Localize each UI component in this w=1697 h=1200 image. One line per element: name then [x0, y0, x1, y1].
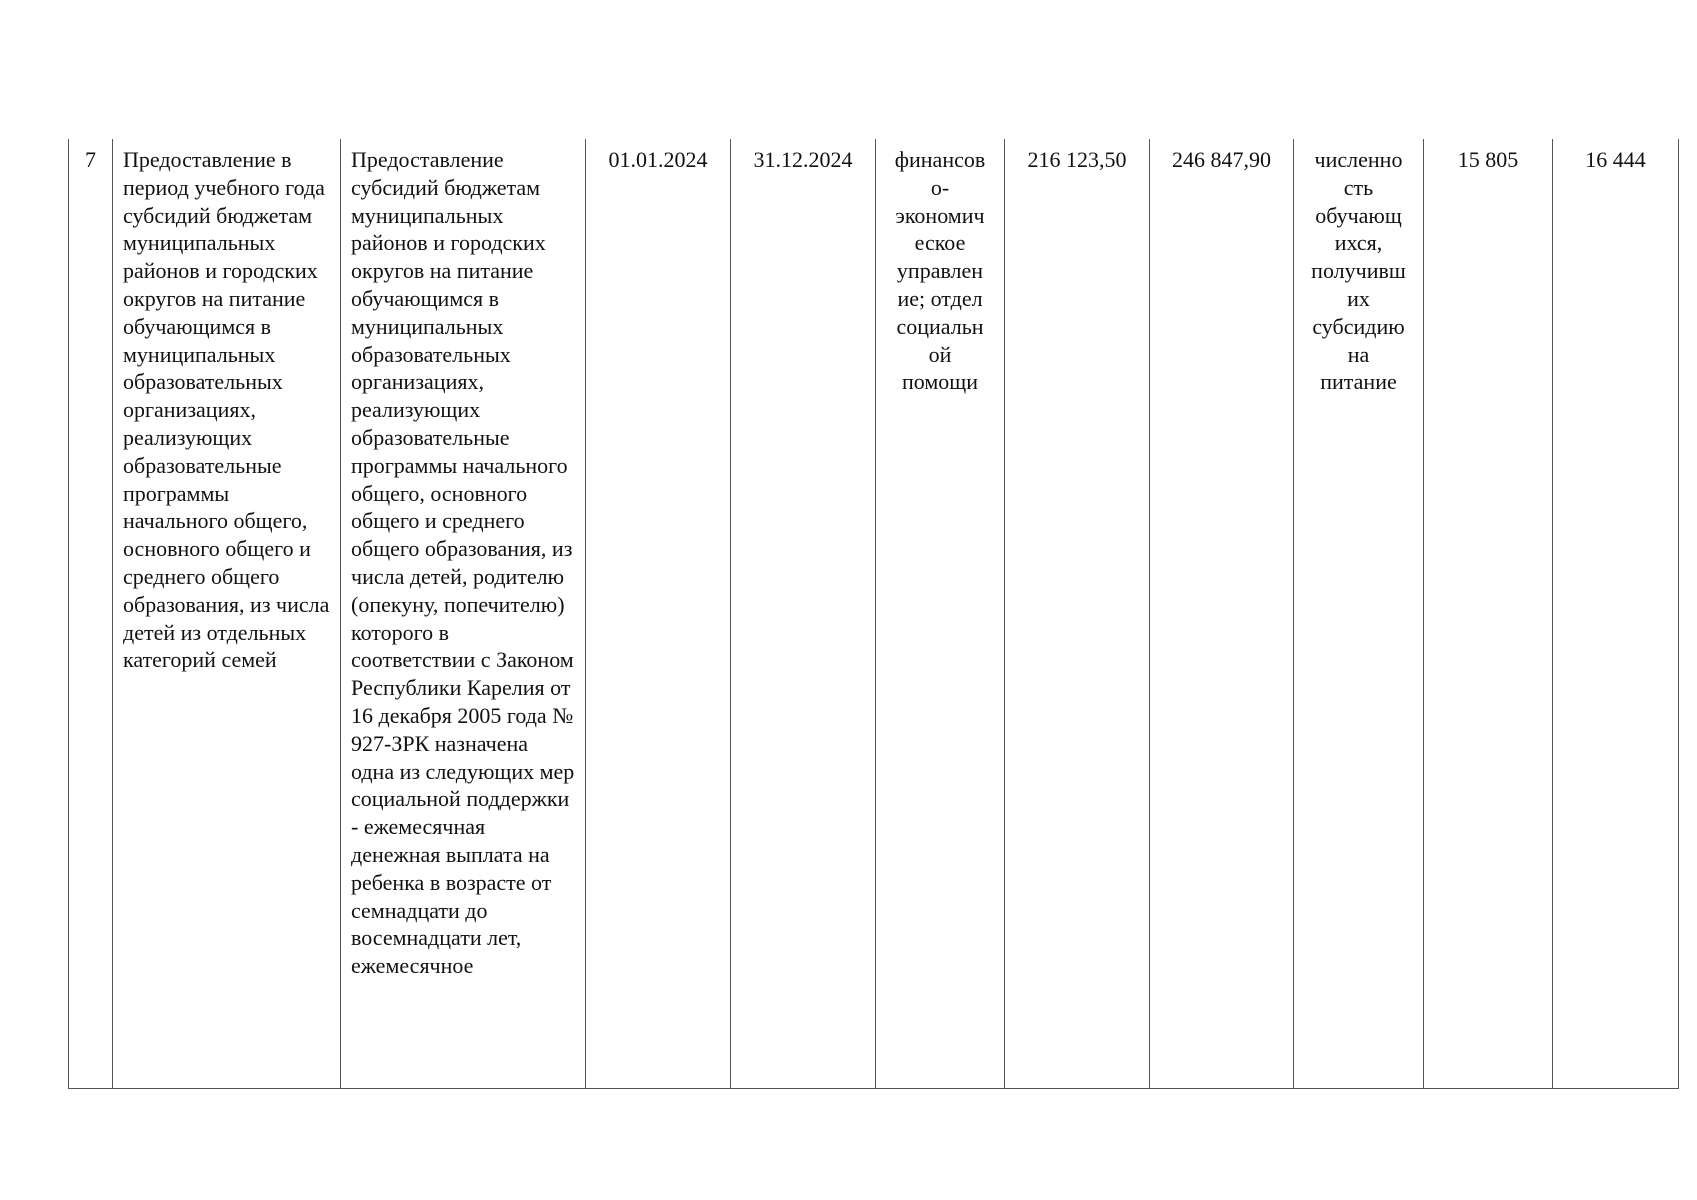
indicator-cell: [1294, 139, 1424, 1088]
value-1: 15 805: [1457, 147, 1519, 172]
value-1-cell: [1424, 139, 1553, 1088]
table-row: [69, 139, 1679, 1088]
event-name-cell: [113, 139, 341, 1088]
row-number: 7: [85, 147, 96, 172]
event-name: Предоставление в период учебного года субсидий бюджетам муниципальных районов и городских округов на питание обучающимся в муниципальных образовательных организациях, реализующих образовательные программы начального общего, основного общего и среднего общего образования, из числа детей из отдельных категорий семей: [123, 147, 330, 673]
amount-1: 216 123,50: [1027, 147, 1127, 172]
value-2: 16 444: [1585, 147, 1646, 172]
program-events-table: [68, 139, 1679, 1089]
row-number-cell: [69, 139, 113, 1088]
description-cell: [341, 139, 586, 1088]
executor: финансов о- экономич еское управлен ие; отдел социальн ой помощи: [894, 147, 986, 395]
start-date: 01.01.2024: [608, 147, 708, 172]
executor-cell: [876, 139, 1005, 1088]
value-2-cell: [1553, 139, 1679, 1088]
amount-1-cell: [1005, 139, 1150, 1088]
amount-2: 246 847,90: [1172, 147, 1271, 172]
indicator: численно сть обучающ ихся, получивш их субсидию на питание: [1311, 147, 1406, 395]
end-date: 31.12.2024: [753, 147, 853, 172]
event-description: Предоставление субсидий бюджетам муниципальных районов и городских округов на питание обучающимся в муниципальных образовательных организациях, реализующих образовательные программы начального общего, основного общего и среднего общего образования, из числа детей, родителю (опекуну, попечителю) которого в соответствии с Законом Республики Карелия от 16 декабря 2005 года № 927-ЗРК назначена одна из следующих мер социальной поддержки - ежемесячная денежная выплата на ребенка в возрасте от семнадцати до восемнадцати лет, ежемесячное: [351, 147, 575, 979]
end-date-cell: [731, 139, 876, 1088]
amount-2-cell: [1150, 139, 1294, 1088]
start-date-cell: [586, 139, 731, 1088]
